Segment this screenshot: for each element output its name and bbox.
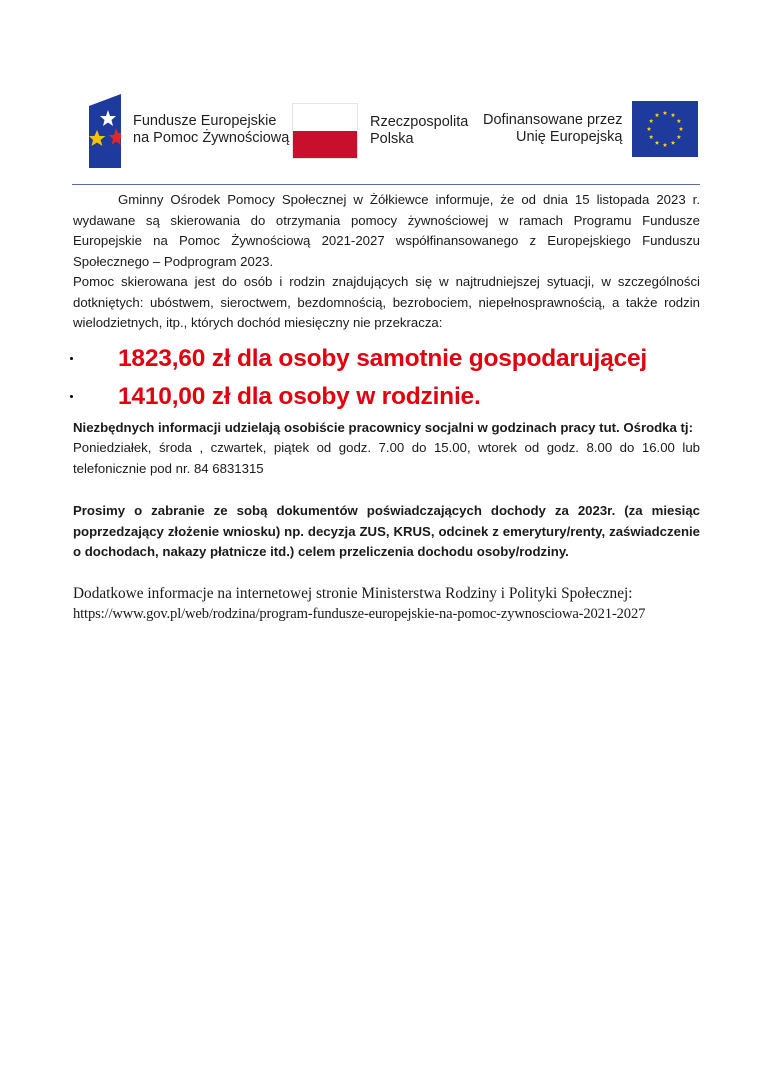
eu-star-icon xyxy=(663,143,668,147)
eu-flag-icon xyxy=(632,101,698,157)
more-info-url[interactable]: https://www.gov.pl/web/rodzina/program-fundusze-europejskie-na-pomoc-zywnosciowa-2021-2027 xyxy=(73,605,646,622)
fundusze-europejskie-logo xyxy=(87,92,289,168)
pl-logo-line-2: Polska xyxy=(370,131,414,147)
eu-star-icon xyxy=(677,135,682,139)
eu-star-icon xyxy=(655,113,660,117)
eligibility-paragraph: Pomoc skierowana jest do osób i rodzin znajdujących się w najtrudniejszej sytuacji, w szczególności dotkniętych: ubóstwem, sieroctwem, bezdomnością, bezrobociem, niepełnosprawnością, a także rodzin wielodzietnych, itp., których dochód miesięczny nie przekracza: xyxy=(73,274,700,330)
intro-paragraph: Gminny Ośrodek Pomocy Społecznej w Żółkiewce informuje, że od dnia 15 listopada 2023 r. wydawane są skierowania do otrzymania pomocy żywnościowej w ramach Programu Fundusze Europejskie na Pomoc Żywnościową 2021-2027 współfinansowanego z Europejskiego Funduszu Społecznego – Podprogram 2023. xyxy=(73,192,700,269)
bullet-icon xyxy=(70,395,73,398)
eu-logo-line-2: Unię Europejską xyxy=(516,129,623,145)
eu-logo-text xyxy=(483,112,622,146)
eu-star-icon xyxy=(663,111,668,115)
eu-logo-line-1: Dofinansowane przez xyxy=(483,112,623,128)
contact-hours: Poniedziałek, środa , czwartek, piątek od godz. 7.00 do 15.00, wtorek od godz. 8.00 do 16.00 lub telefonicznie pod nr. 84 6831315 xyxy=(73,440,700,476)
announcement-body xyxy=(73,190,700,625)
fe-logo-line-1: Fundusze Europejskie xyxy=(133,113,277,129)
eu-star-icon xyxy=(649,135,654,139)
polish-flag-icon xyxy=(292,103,358,159)
eu-star-icon xyxy=(647,127,652,131)
bullet-icon xyxy=(70,357,73,360)
more-info-text: Dodatkowe informacje na internetowej stronie Ministerstwa Rodziny i Polityki Społecznej: xyxy=(73,584,633,602)
eu-star-icon xyxy=(649,119,654,123)
pl-logo-text xyxy=(370,114,468,148)
eu-star-icon xyxy=(655,140,660,144)
pl-logo-line-1: Rzeczpospolita xyxy=(370,114,469,130)
eu-star-icon xyxy=(677,119,682,123)
income-limit-text: 1823,60 zł dla osoby samotnie gospodarującej xyxy=(118,344,648,372)
fe-logo-text xyxy=(133,113,289,147)
income-limit-text: 1410,00 zł dla osoby w rodzinie. xyxy=(118,382,481,410)
eu-star-icon xyxy=(671,113,676,117)
rzeczpospolita-polska-logo xyxy=(292,103,468,159)
income-limit-family xyxy=(73,378,700,416)
income-limit-single xyxy=(73,340,700,378)
header-separator xyxy=(72,184,700,185)
fe-stars-logo-icon xyxy=(87,92,121,168)
contact-heading: Niezbędnych informacji udzielają osobiście pracownicy socjalni w godzinach pracy tut. Ośrodka tj: xyxy=(73,419,693,435)
income-limits-list xyxy=(73,340,700,416)
unia-europejska-logo xyxy=(483,101,698,157)
eu-star-icon xyxy=(671,140,676,144)
eu-star-icon xyxy=(679,127,684,131)
documents-request: Prosimy o zabranie ze sobą dokumentów poświadczających dochody za 2023r. (za miesiąc poprzedzający złożenie wniosku) np. decyzja ZUS, KRUS, odcinek z emerytury/renty, zaświadczenie o dochodach, nakazy płatnicze itd.) celem przeliczenia dochodu osoby/rodziny. xyxy=(73,503,700,559)
fe-logo-line-2: na Pomoc Żywnościową xyxy=(133,130,290,146)
